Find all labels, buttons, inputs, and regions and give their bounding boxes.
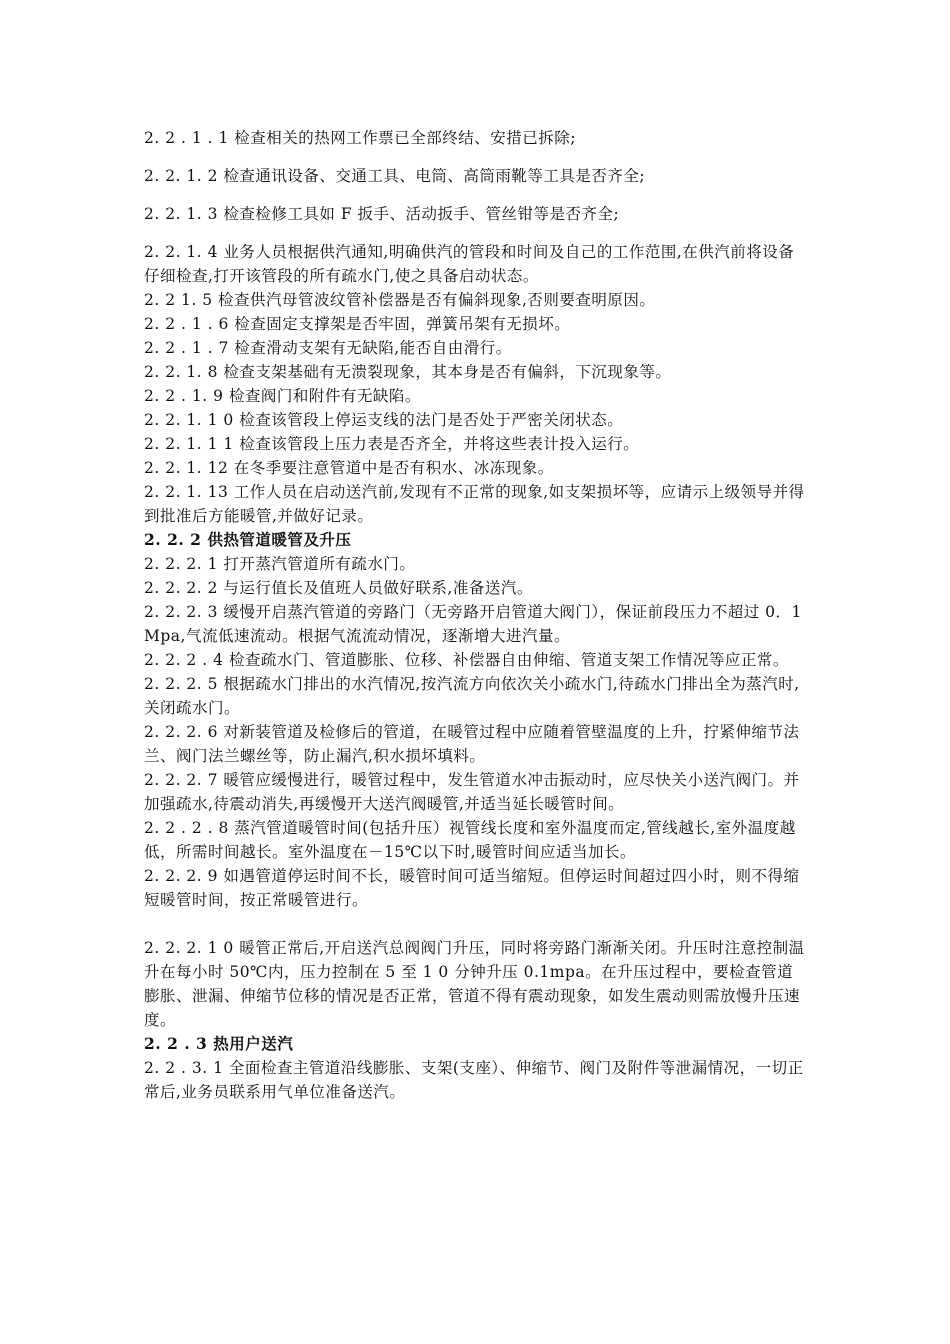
paragraph-2-2-1-4: 2. 2. 1. 4 业务人员根据供汽通知,明确供汽的管段和时间及自己的工作范围,在供汽前将设备仔细检查,打开该管段的所有疏水门,使之具备启动状态。 [144, 243, 795, 285]
paragraph-2-2-1-6: 2. 2 . 1 . 6 检查固定支撑架是否牢固，弹簧吊架有无损坏。 [144, 315, 571, 333]
paragraph-2-2-2-8: 2. 2 . 2 . 8 蒸汽管道暖管时间(包括升压）视管线长度和室外温度而定,管线越长,室外温度越低，所需时间越长。室外温度在－15℃以下时,暖管时间应适当加长。 [144, 819, 796, 861]
paragraph-2-2-2-7: 2. 2. 2. 7 暖管应缓慢进行，暖管过程中，发生管道水冲击振动时，应尽快关小送汽阀门。并加强疏水,待震动消失,再缓慢开大送汽阀暖管,并适当延长暖管时间。 [144, 771, 800, 813]
paragraph-2-2-1-1: 2. 2 . 1 . 1 检查相关的热网工作票已全部终结、安措已拆除; [144, 129, 577, 147]
paragraph-2-2-1-12: 2. 2. 1. 12 在冬季要注意管道中是否有积水、冰冻现象。 [144, 459, 554, 477]
paragraph-2-2-1-7: 2. 2 . 1 . 7 检查滑动支架有无缺陷,能否自由滑行。 [144, 339, 512, 357]
paragraph-2-2-1-13: 2. 2. 1. 13 工作人员在启动送汽前,发现有不正常的现象,如支架损坏等，应请示上级领导并得到批准后方能暖管,并做好记录。 [144, 483, 805, 525]
paragraph-2-2-2-10: 2. 2. 2. 1 0 暖管正常后,开启送汽总阀阀门升压，同时将旁路门渐渐关闭。升压时注意控制温升在每小时 50℃内，压力控制在 5 至 1 0 分钟升压 0.1mpa。在升压过程中，要检查管道膨胀、泄漏、伸缩节位移的情况是否正常，管道不得有震动现象，如发生震动则需放慢升压速度。 [144, 939, 805, 1029]
paragraph-2-2-1-2: 2. 2. 1. 2 检查通讯设备、交通工具、电筒、高筒雨靴等工具是否齐全; [144, 167, 646, 185]
blank-line [144, 912, 808, 936]
paragraph-2-2-1-3: 2. 2. 1. 3 检查检修工具如 F 扳手、活动扳手、管丝钳等是否齐全; [144, 205, 620, 223]
paragraph-2-2-1-9: 2. 2 . 1. 9 检查阀门和附件有无缺陷。 [144, 387, 421, 405]
paragraph-2-2-2-2: 2. 2. 2. 2 与运行值长及值班人员做好联系,准备送汽。 [144, 579, 533, 597]
document-page [144, 126, 808, 1104]
paragraph-2-2-1-5: 2. 2 1. 5 检查供汽母管波纹管补偿器是否有偏斜现象,否则要查明原因。 [144, 291, 656, 309]
paragraph-2-2-3-1: 2. 2 . 3. 1 全面检查主管道沿线膨胀、支架(支座）、伸缩节、阀门及附件等泄漏情况，一切正常后,业务员联系用气单位准备送汽。 [144, 1059, 804, 1101]
paragraph-2-2-2-3: 2. 2. 2. 3 缓慢开启蒸汽管道的旁路门（无旁路开启管道大阀门），保证前段压力不超过 0．1 Mpa,气流低速流动。根据气流流动情况，逐渐增大进汽量。 [144, 603, 802, 645]
paragraph-2-2-1-8: 2. 2. 1. 8 检查支架基础有无溃裂现象，其本身是否有偏斜，下沉现象等。 [144, 363, 672, 381]
paragraph-2-2-2-5: 2. 2. 2. 5 根据疏水门排出的水汽情况,按汽流方向依次关小疏水门,待疏水门排出全为蒸汽时,关闭疏水门。 [144, 675, 800, 717]
section-heading-2-2-2: 2. 2. 2 供热管道暖管及升压 [144, 530, 352, 549]
paragraph-2-2-2-9: 2. 2. 2. 9 如遇管道停运时间不长，暖管时间可适当缩短。但停运时间超过四小时，则不得缩短暖管时间，按正常暖管进行。 [144, 867, 800, 909]
paragraph-2-2-1-11: 2. 2. 1. 1 1 检查该管段上压力表是否齐全，并将这些表计投入运行。 [144, 435, 640, 453]
paragraph-2-2-2-6: 2. 2. 2. 6 对新装管道及检修后的管道，在暖管过程中应随着管壁温度的上升，拧紧伸缩节法兰、阀门法兰螺丝等，防止漏汽,积水损坏填料。 [144, 723, 800, 765]
paragraph-2-2-2-4: 2. 2. 2 . 4 检查疏水门、管道膨胀、位移、补偿器自由伸缩、管道支架工作情况等应正常。 [144, 651, 789, 669]
paragraph-2-2-2-1: 2. 2. 2. 1 打开蒸汽管道所有疏水门。 [144, 555, 416, 573]
paragraph-2-2-1-10: 2. 2. 1. 1 0 检查该管段上停运支线的法门是否处于严密关闭状态。 [144, 411, 624, 429]
section-heading-2-2-3: 2. 2 . 3 热用户送汽 [144, 1034, 294, 1053]
